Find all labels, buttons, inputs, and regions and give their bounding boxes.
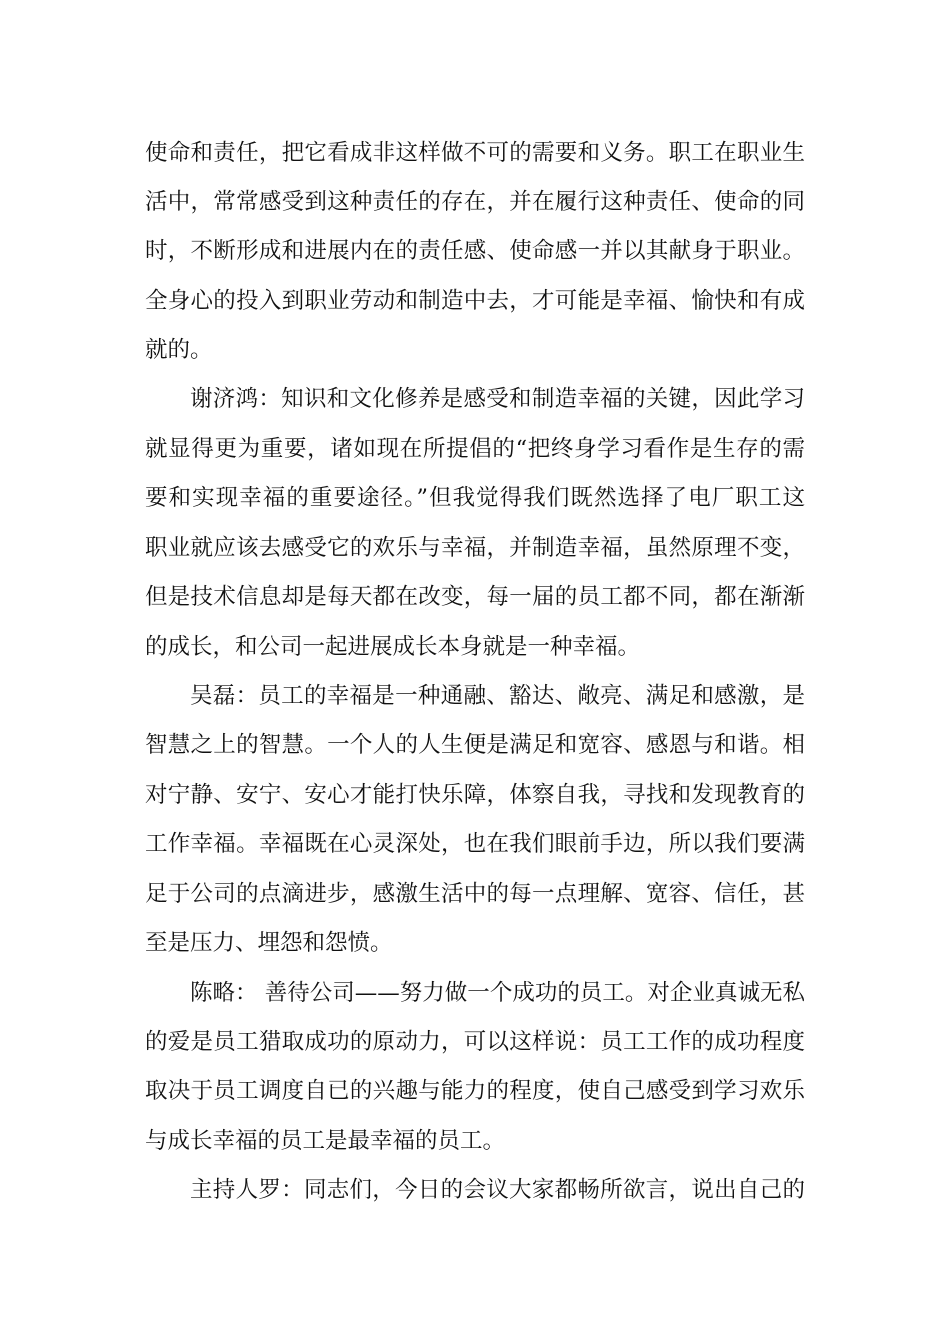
paragraph-start-line: 吴磊：员工的幸福是一种通融、豁达、敞亮、满足和感激，是 <box>190 683 805 709</box>
text-line: 对宁静、安宁、安心才能打快乐障，体察自我，寻找和发现教育的 <box>145 782 805 808</box>
text-line: 就的。 <box>145 337 213 363</box>
text-line: 全身心的投入到职业劳动和制造中去，才可能是幸福、愉快和有成 <box>145 288 805 314</box>
paragraph-start-line: 陈略： 善待公司——努力做一个成功的员工。对企业真诚无私 <box>190 980 805 1006</box>
text-line: 职业就应该去感受它的欢乐与幸福，并制造幸福，虽然原理不变， <box>145 535 805 561</box>
text-line: 要和实现幸福的重要途径。”但我觉得我们既然选择了电厂职工这 <box>145 485 805 511</box>
text-line: 的爱是员工猎取成功的原动力，可以这样说：员工工作的成功程度 <box>145 1029 805 1055</box>
text-line: 足于公司的点滴进步，感激生活中的每一点理解、宽容、信任，甚 <box>145 881 805 907</box>
text-line: 但是技术信息却是每天都在改变，每一届的员工都不同，都在渐渐 <box>145 584 805 610</box>
text-line: 的成长，和公司一起进展成长本身就是一种幸福。 <box>145 634 641 660</box>
text-line: 使命和责任，把它看成非这样做不可的需要和义务。职工在职业生 <box>145 140 805 166</box>
text-line: 就显得更为重要，诸如现在所提倡的“把终身学习看作是生存的需 <box>145 436 805 462</box>
text-line: 与成长幸福的员工是最幸福的员工。 <box>145 1128 506 1154</box>
text-line: 至是压力、埋怨和怨愤。 <box>145 930 393 956</box>
text-line: 时，不断形成和进展内在的责任感、使命感一并以其献身于职业。 <box>145 238 805 264</box>
text-line: 工作幸福。幸福既在心灵深处，也在我们眼前手边，所以我们要满 <box>145 831 805 857</box>
text-line: 取决于员工调度自已的兴趣与能力的程度，使自己感受到学习欢乐 <box>145 1078 805 1104</box>
paragraph-start-line: 谢济鸿：知识和文化修养是感受和制造幸福的关键，因此学习 <box>190 386 805 412</box>
paragraph-start-line: 主持人罗：同志们，今日的会议大家都畅所欲言，说出自己的 <box>190 1177 805 1203</box>
text-line: 智慧之上的智慧。一个人的人生便是满足和宽容、感恩与和谐。相 <box>145 732 805 758</box>
text-line: 活中，常常感受到这种责任的存在，并在履行这种责任、使命的同 <box>145 189 805 215</box>
